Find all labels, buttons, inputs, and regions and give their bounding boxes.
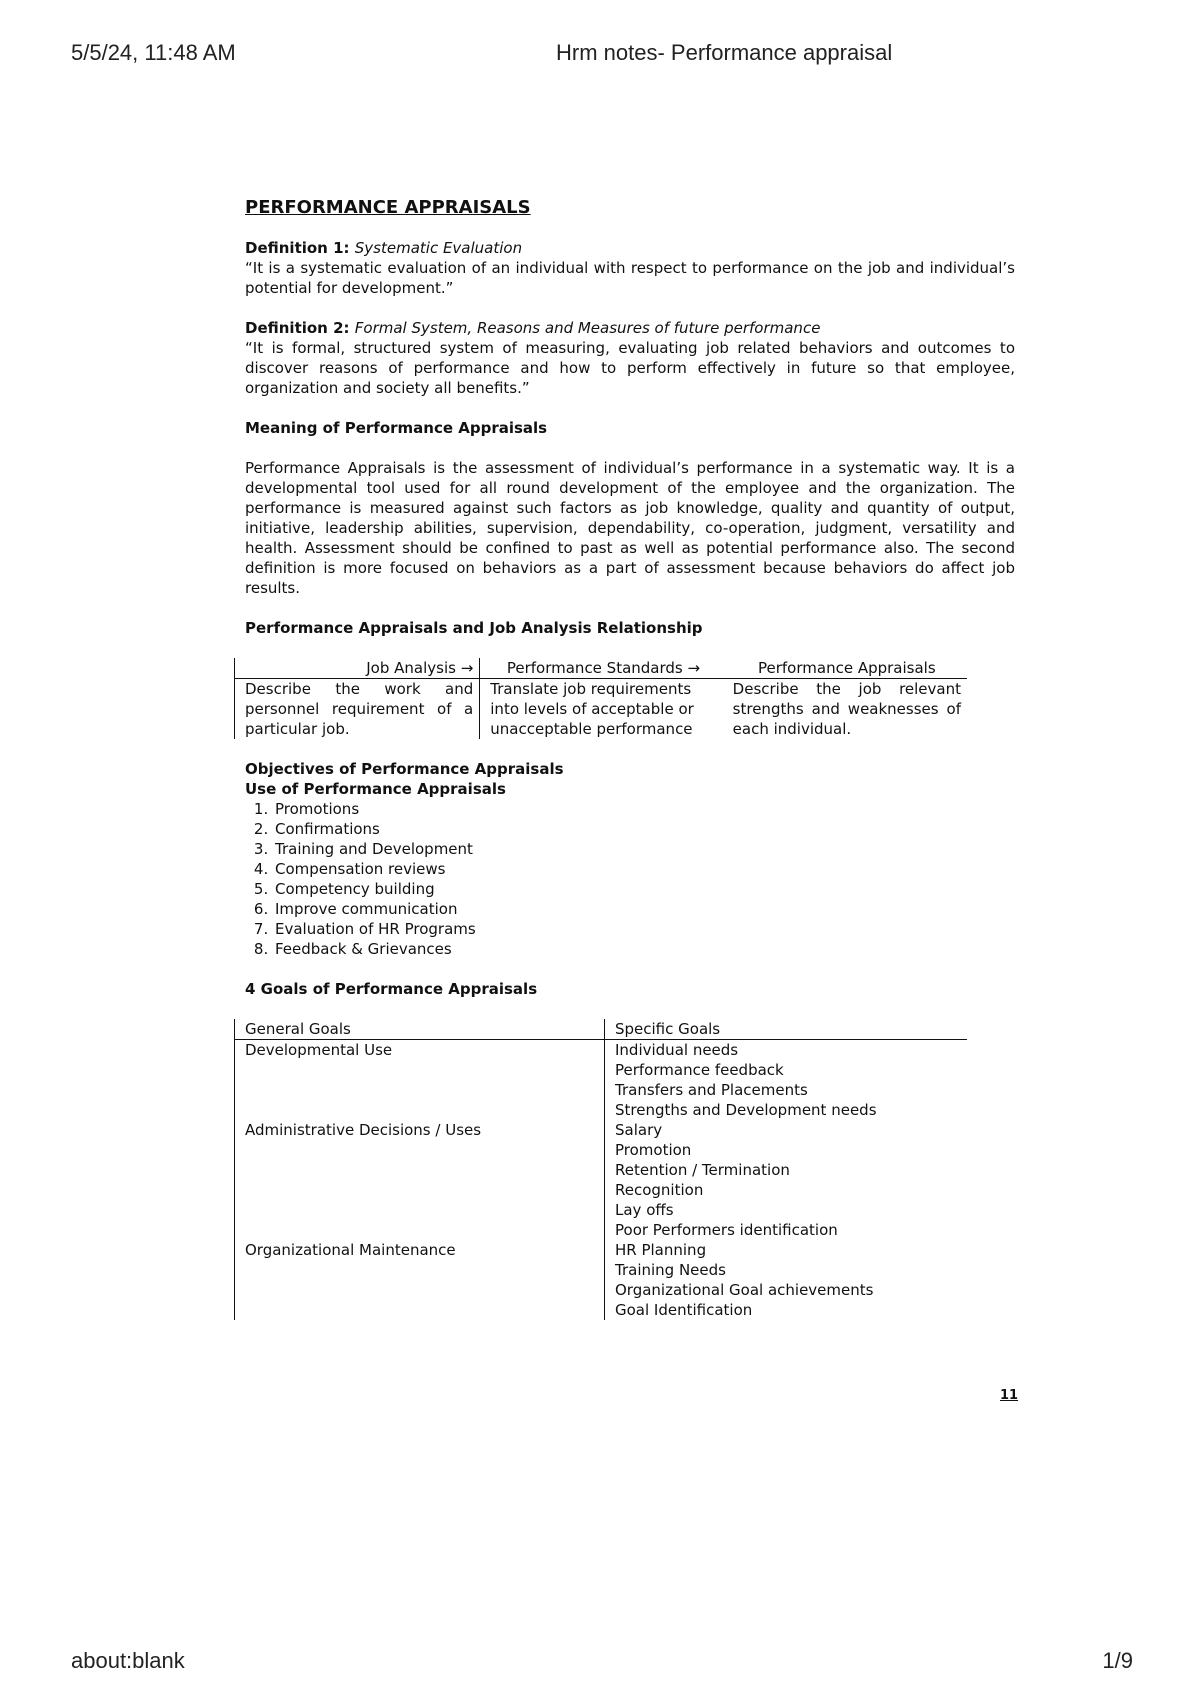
list-item: 6. Improve communication <box>273 899 1015 919</box>
job-analysis-header: Job Analysis → <box>235 658 480 679</box>
job-analysis-row <box>235 679 968 740</box>
general-goal: Developmental Use <box>235 1040 605 1121</box>
list-item: 1. Promotions <box>273 799 1015 819</box>
definition-2-label: Definition 2: <box>245 319 350 337</box>
specific-goal: Individual needs <box>615 1041 739 1059</box>
specific-goal: Promotion <box>615 1141 692 1159</box>
specific-goal: Lay offs <box>615 1201 674 1219</box>
definition-2-text: “It is formal, structured system of measuring, evaluating job related behaviors and outcomes to discover reasons of performance and how to perform effectively in future so that employee, organization and society all benefits.” <box>245 339 1015 397</box>
specific-goals <box>605 1040 968 1121</box>
print-url: about:blank <box>71 1648 185 1673</box>
meaning-text: Performance Appraisals is the assessment of individual’s performance in a systematic way. It is a developmental tool used for all round development of the employee and the organization. The performance is measured against such factors as job knowledge, quality and quantity of output, initiative, leadership abilities, supervision, dependability, co-operation, judgment, versatility and health. Assessment should be confined to past as well as potential performance also. The second definition is more focused on behaviors as a part of assessment because behaviors do affect job results. <box>245 459 1015 597</box>
print-header <box>0 40 1200 70</box>
list-item: 7. Evaluation of HR Programs <box>273 919 1015 939</box>
specific-goal: Salary <box>615 1121 663 1139</box>
print-page-count: 1/9 <box>1102 1648 1133 1673</box>
job-analysis-table <box>234 658 967 739</box>
definition-2-heading <box>245 318 1015 338</box>
goals-heading: 4 Goals of Performance Appraisals <box>245 980 538 998</box>
table-row <box>235 1240 968 1320</box>
specific-goal: Transfers and Placements <box>615 1081 808 1099</box>
specific-goal: Organizational Goal achievements <box>615 1281 874 1299</box>
uses-heading: Use of Performance Appraisals <box>245 780 506 798</box>
goals-header-row <box>235 1019 968 1040</box>
page-number: 11 <box>1000 1388 1019 1403</box>
specific-goals <box>605 1240 968 1320</box>
performance-appraisals-cell: Describe the job relevant strengths and weaknesses of each individual. <box>732 680 961 738</box>
list-item: 5. Competency building <box>273 879 1015 899</box>
definition-2 <box>245 318 1015 398</box>
uses-list <box>245 799 1015 959</box>
table-row <box>235 1120 968 1240</box>
performance-appraisals-header: Performance Appraisals <box>723 658 967 679</box>
job-analysis-cell: Describe the work and personnel requirement of a particular job. <box>235 679 480 740</box>
definition-1-subtitle: Systematic Evaluation <box>354 239 523 257</box>
specific-goal: Training Needs <box>615 1261 726 1279</box>
objectives-heading: Objectives of Performance Appraisals <box>245 760 564 778</box>
definition-2-subtitle: Formal System, Reasons and Measures of future performance <box>354 319 821 337</box>
general-goal: Organizational Maintenance <box>235 1240 605 1320</box>
document-page <box>245 198 1015 1320</box>
performance-standards-cell: Translate job requirements into levels of acceptable or unacceptable performance <box>480 679 723 740</box>
goals-table <box>234 1019 967 1320</box>
general-goals-header: General Goals <box>235 1019 605 1040</box>
print-document-title: Hrm notes- Performance appraisal <box>556 40 893 65</box>
print-datetime: 5/5/24, 11:48 AM <box>71 40 236 65</box>
specific-goals-header: Specific Goals <box>605 1019 968 1040</box>
specific-goal: Goal Identification <box>615 1301 753 1319</box>
list-item: 3. Training and Development <box>273 839 1015 859</box>
list-item: 2. Confirmations <box>273 819 1015 839</box>
definition-1-heading <box>245 238 1015 258</box>
specific-goal: Poor Performers identification <box>615 1221 838 1239</box>
definition-1 <box>245 238 1015 298</box>
relationship-heading: Performance Appraisals and Job Analysis Relationship <box>245 619 703 637</box>
definition-1-text: “It is a systematic evaluation of an individual with respect to performance on the job and individual’s potential for development.” <box>245 259 1015 297</box>
specific-goal: Strengths and Development needs <box>615 1101 877 1119</box>
table-row <box>235 1040 968 1121</box>
performance-standards-header: Performance Standards → <box>480 658 723 679</box>
document-title: PERFORMANCE APPRAISALS <box>245 197 531 218</box>
meaning-heading: Meaning of Performance Appraisals <box>245 419 548 437</box>
specific-goals <box>605 1120 968 1240</box>
specific-goal: Recognition <box>615 1181 704 1199</box>
print-footer <box>0 1648 1200 1678</box>
list-item: 8. Feedback & Grievances <box>273 939 1015 959</box>
specific-goal: HR Planning <box>615 1241 707 1259</box>
specific-goal: Retention / Termination <box>615 1161 790 1179</box>
job-analysis-header-row <box>235 658 968 679</box>
definition-1-label: Definition 1: <box>245 239 350 257</box>
general-goal: Administrative Decisions / Uses <box>235 1120 605 1240</box>
specific-goal: Performance feedback <box>615 1061 784 1079</box>
list-item: 4. Compensation reviews <box>273 859 1015 879</box>
